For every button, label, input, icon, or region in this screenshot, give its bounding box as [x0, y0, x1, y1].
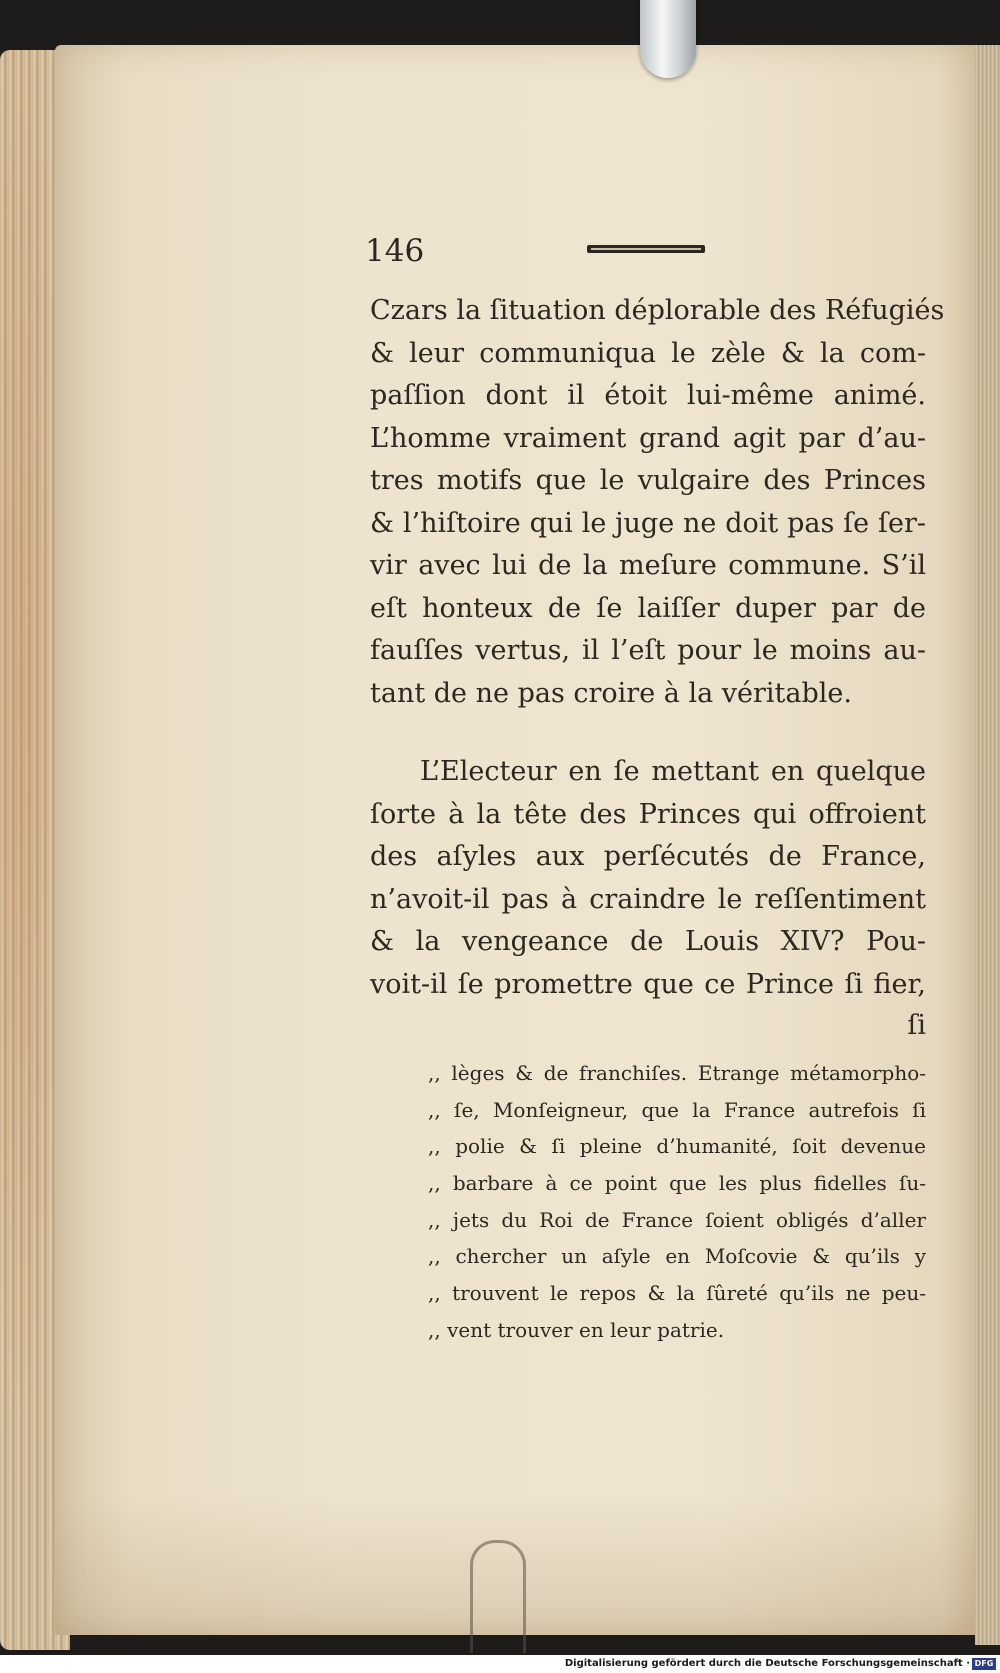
page-clip-top: [640, 0, 696, 78]
text-line: tant de ne pas croire à la véritable.: [370, 677, 852, 709]
page-number: 146: [365, 233, 425, 269]
text-line: & l’hiſtoire qui le juge ne doit pas ſe ſer-: [370, 507, 926, 539]
text-line: voit-il ſe promettre que ce Prince ſi fier,: [370, 968, 926, 1000]
page-header: [365, 233, 935, 273]
footnote: [428, 1055, 926, 1349]
paragraph-1: [370, 290, 945, 715]
catchword: ſi: [907, 1010, 926, 1041]
digitization-footer: [0, 1655, 1000, 1673]
footnote-line: ,, jets du Roi de France ſoient obligés d’aller: [428, 1207, 926, 1232]
text-line: vir avec lui de la meſure commune. S’il: [370, 550, 926, 581]
text-line: des aſyles aux perſécutés de France,: [370, 841, 926, 872]
footnote-line: ,, vent trouver en leur patrie.: [428, 1317, 725, 1342]
text-line: n’avoit-il pas à craindre le reſſentiment: [370, 883, 926, 915]
text-line: & la vengeance de Louis XIV? Pou-: [370, 926, 926, 957]
text-line: Czars la ſituation déplorable des Réfugiés: [370, 295, 945, 326]
footnote-line: ,, barbare à ce point que les plus fidelles ſu-: [428, 1171, 926, 1196]
text-line: eſt honteux de ſe laiſſer duper par de: [370, 592, 926, 624]
footnote-line: ,, ſe, Monſeigneur, que la France autrefois ſi: [428, 1097, 926, 1122]
page-clip-bottom: [470, 1540, 526, 1653]
footnote-line: ,, polie & ſi pleine d’humanité, ſoit devenue: [428, 1134, 926, 1159]
footnote-line: ,, lèges & de franchiſes. Etrange métamorpho-: [428, 1061, 926, 1085]
footnote-line: ,, chercher un aſyle en Moſcovie & qu’ils y: [428, 1244, 926, 1269]
text-line: ſorte à la tête des Princes qui offroient: [370, 798, 926, 830]
header-ornament-rule: [587, 245, 705, 253]
text-line: tres motifs que le vulgaire des Princes: [370, 465, 926, 496]
catchword-container: [370, 1005, 926, 1048]
page-stack-right: [975, 45, 1000, 1645]
text-line: paſſion dont il étoit lui-même animé.: [370, 380, 926, 411]
text-line: L’Electeur en ſe mettant en quelque: [420, 756, 926, 787]
funding-credit: Digitalisierung gefördert durch die Deutsche Forschungsgemeinschaft ·: [564, 1658, 970, 1669]
text-line: fauſſes vertus, il l’eſt pour le moins au-: [370, 635, 926, 666]
text-line: & leur communiqua le zèle & la com-: [370, 337, 926, 369]
text-line: L’homme vraiment grand agit par d’au-: [370, 422, 926, 454]
footnote-line: ,, trouvent le repos & la ſûreté qu’ils ne peu-: [428, 1281, 926, 1306]
paragraph-2: [370, 751, 926, 1006]
dfg-logo-icon: DFG: [972, 1658, 996, 1670]
